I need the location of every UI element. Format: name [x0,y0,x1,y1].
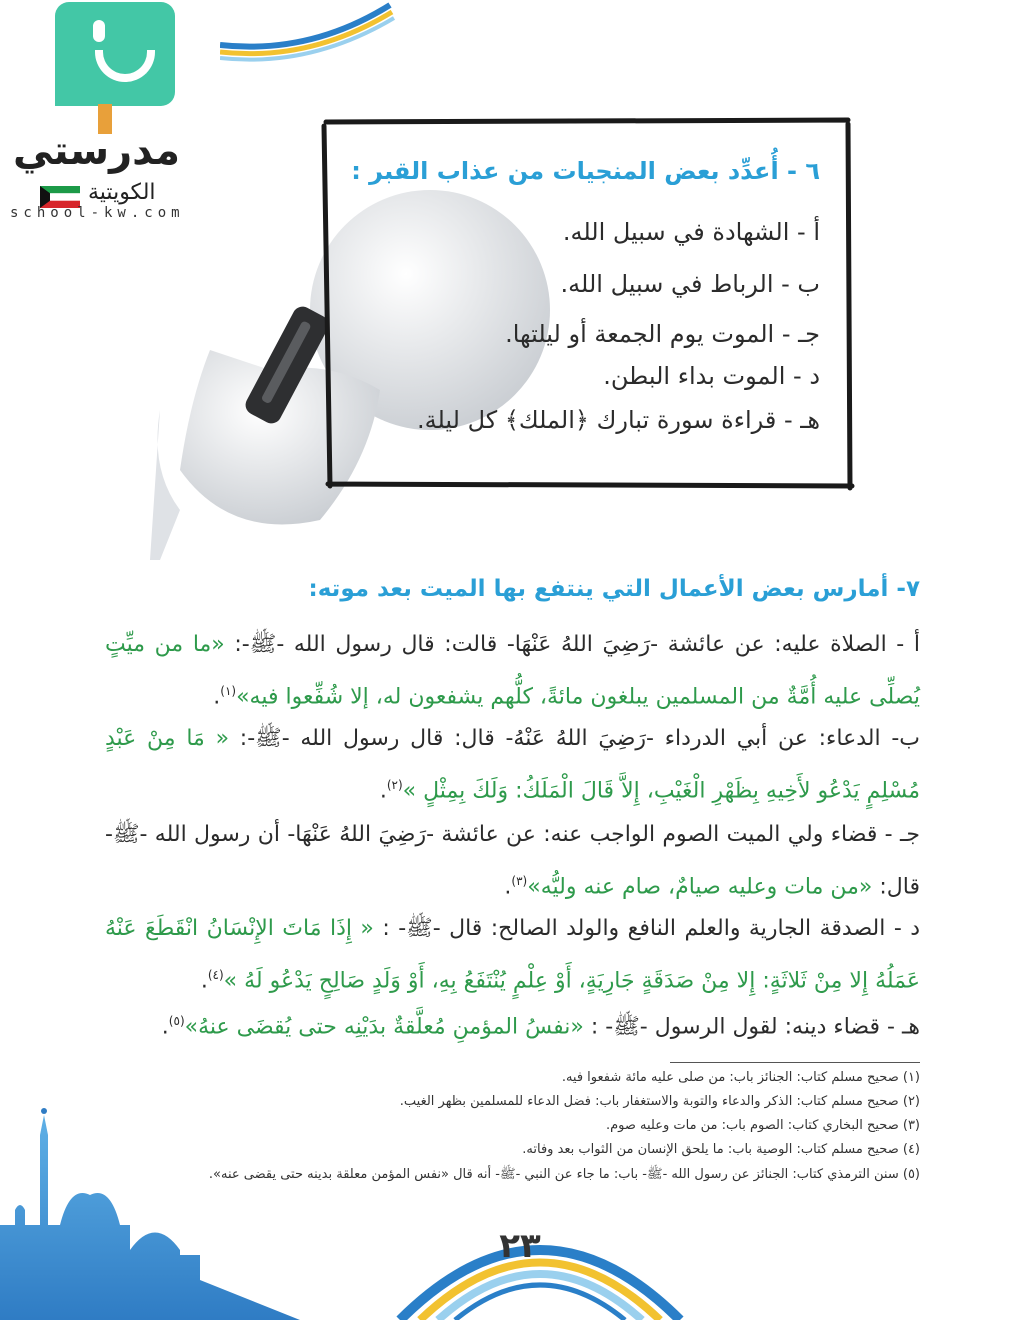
paragraph-c-intro: جـ - قضاء ولي الميت الصوم الواجب عنه: عن عائشة -رَضِيَ اللهُ عَنْهَا- أن رسول الله -ﷺ- قال: [105,822,920,900]
mosque-silhouette-decoration [0,1095,300,1320]
footnote: (٢) صحيح مسلم كتاب: الذكر والدعاء والتوبة والاستغفار باب: فضل الدعاء للمسلمين بظهر الغيب. [399,1094,920,1109]
footnote-divider [670,1062,920,1063]
paragraph-b-hadith: « مَا مِنْ عَبْدٍ مُسْلِمٍ يَدْعُو لأَخِيهِ بِظَهْرِ الْغَيْبِ، إِلاَّ قَالَ الْمَلَكُ: وَلَكَ بِمِثْلٍ » [105,726,920,804]
footnote: (٥) سنن الترمذي كتاب: الجنائز عن رسول الله -ﷺ- باب: ما جاء عن النبي -ﷺ- أنه قال «نفس المؤمن معلقة بدينه حتى يقضى عنه». [208,1167,920,1182]
paragraph-e: هـ - قضاء دينه: لقول الرسول -ﷺ- : «نفسُ المؤمنِ مُعلَّقةٌ بدَيْنِه حتى يُقضَى عنهُ»$^{(٥)}$. [161,1014,920,1040]
footnote-ref[interactable]: (٤) [207,968,224,982]
paragraph-d-hadith: « إِذَا مَاتَ الإِنْسَانُ انْقَطَعَ عَنْهُ عَمَلُهُ إِلا مِنْ ثَلاثَةٍ: إِلا مِنْ صَدَقَةٍ جَارِيَةٍ، أَوْ عِلْمٍ يُنْتَفَعُ بِهِ، أَوْ وَلَدٍ صَالِحٍ يَدْعُو لَهُ » [105,916,920,994]
box-item: ب - الرباط في سبيل الله. [560,270,820,298]
footnote: (١) صحيح مسلم كتاب: الجنائز باب: من صلى عليه مائة شفعوا فيه. [561,1070,920,1085]
paragraph-b: ب- الدعاء: عن أبي الدرداء -رَضِيَ اللهُ عَنْهُ- قال: قال رسول الله -ﷺ-: « مَا مِنْ عَبْدٍ مُسْلِمٍ يَدْعُو لأَخِيهِ بِظَهْرِ الْغَيْبِ، إِلاَّ قَالَ الْمَلَكُ: وَلَكَ بِمِثْلٍ »$^{(٢)}$. [105,726,920,804]
footnote: (٣) صحيح البخاري كتاب: الصوم باب: من مات وعليه صوم. [605,1118,920,1133]
paragraph-d-intro: د - الصدقة الجارية والعلم النافع والولد الصالح: قال -ﷺ- : [373,916,921,941]
box-item: هـ - قراءة سورة تبارك ﴿الملك﴾ كل ليلة. [416,406,820,434]
paragraph-c-hadith: «من مات وعليه صيامٌ، صام عنه وليُّه» [527,874,873,900]
logo-dot-icon [93,20,105,42]
box-heading: ٦ - أُعدِّد بعض المنجيات من عذاب القبر : [351,157,820,185]
paragraph-d: د - الصدقة الجارية والعلم النافع والولد الصالح: قال -ﷺ- : « إِذَا مَاتَ الإِنْسَانُ انْقَطَعَ عَنْهُ عَمَلُهُ إِلا مِنْ ثَلاثَةٍ: إِلا مِنْ صَدَقَةٍ جَارِيَةٍ، أَوْ عِلْمٍ يُنْتَفَعُ بِهِ، أَوْ وَلَدٍ صَالِحٍ يَدْعُو لَهُ »$^{(٤)}$. [105,916,921,994]
footnote-ref[interactable]: (٥) [168,1014,185,1028]
footnote-ref[interactable]: (٢) [386,778,403,792]
footnote-ref[interactable]: (٣) [511,874,528,888]
page-number: ٢٣ [499,1226,541,1266]
logo-url: school-kw.com [10,205,185,221]
box-item: د - الموت بداء البطن. [603,362,820,390]
paragraph-a-hadith: «ما من ميِّتٍ يُصلِّى عليه أُمَّةٌ من المسلمين يبلغون مائةً، كلُّهم يشفعون له، إلا شُفِّعوا فيه» [105,632,920,710]
footnote: (٤) صحيح مسلم كتاب: الوصية باب: ما يلحق الإنسان من الثواب بعد وفاته. [522,1142,920,1157]
logo-badge [55,2,175,106]
section-7-heading: ٧- أمارس بعض الأعمال التي ينتفع بها الميت بعد موته: [308,576,920,602]
logo-title: مدرستي [12,128,180,174]
paragraph-e-hadith: «نفسُ المؤمنِ مُعلَّقةٌ بدَيْنِه حتى يُقضَى عنهُ» [184,1014,584,1040]
paragraph-c: جـ - قضاء ولي الميت الصوم الواجب عنه: عن عائشة -رَضِيَ اللهُ عَنْهَا- أن رسول الله -ﷺ- قال: «من مات وعليه صيامٌ، صام عنه وليُّه»$^{(٣)}$. [105,822,920,900]
top-swoosh-decoration [220,0,400,80]
logo-subtitle: الكويتية [88,180,156,205]
paragraph-b-intro: ب- الدعاء: عن أبي الدرداء -رَضِيَ اللهُ عَنْهُ- قال: قال رسول الله -ﷺ-: [229,726,920,751]
footnote-ref[interactable]: (١) [220,684,237,698]
paragraph-a: أ - الصلاة عليه: عن عائشة -رَضِيَ اللهُ عَنْهَا- قالت: قال رسول الله -ﷺ-: «ما من ميِّتٍ يُصلِّى عليه أُمَّةٌ من المسلمين يبلغون مائةً، كلُّهم يشفعون له، إلا شُفِّعوا فيه»$^{(١)}$. [105,632,920,710]
box-item: جـ - الموت يوم الجمعة أو ليلتها. [505,320,820,348]
paragraph-e-intro: هـ - قضاء دينه: لقول الرسول -ﷺ- : [583,1014,920,1040]
logo-smile-icon [95,50,155,82]
paragraph-a-intro: أ - الصلاة عليه: عن عائشة -رَضِيَ اللهُ عَنْهَا- قالت: قال رسول الله -ﷺ-: [224,632,920,657]
box-item: أ - الشهادة في سبيل الله. [562,218,820,246]
